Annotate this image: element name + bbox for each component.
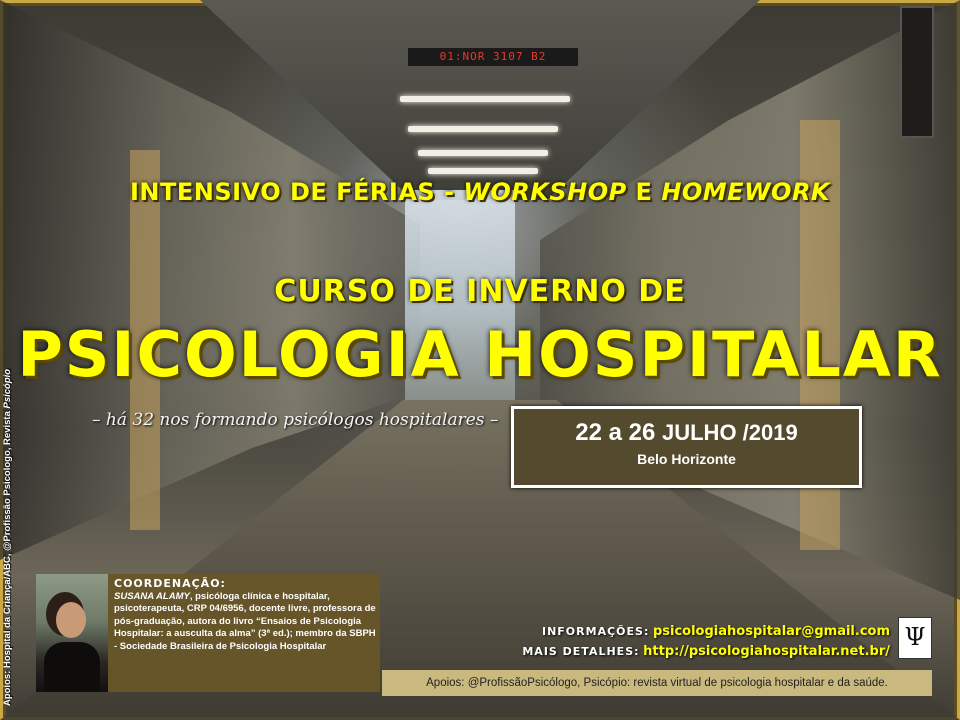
ceiling-light — [400, 96, 570, 102]
main-title: PSICOLOGIA HOSPITALAR — [17, 318, 943, 391]
subtitle-part-1: INTENSIVO DE FÉRIAS - — [129, 178, 464, 206]
event-date — [514, 419, 859, 447]
wall-picture-frame — [900, 6, 934, 138]
side-credit-italic: Psicópio — [2, 368, 13, 409]
info-email-link[interactable]: psicologiahospitalar@gmail.com — [652, 624, 890, 639]
coordination-text — [114, 578, 376, 654]
ceiling-light — [428, 168, 538, 174]
event-city: Belo Horizonte — [637, 451, 736, 467]
subtitle-homework: HOMEWORK — [661, 178, 831, 206]
event-month: JULHO /2019 — [662, 420, 798, 445]
psi-logo-icon: Ψ — [898, 617, 932, 659]
info-label: INFORMAÇÕES: — [541, 625, 650, 638]
tagline: – há 32 nos formando psicólogos hospitalares – — [92, 410, 499, 430]
ceiling-light — [418, 150, 548, 156]
course-line: CURSO DE INVERNO DE — [274, 274, 686, 309]
event-days: 22 a 26 — [575, 419, 656, 446]
side-credit-main: Apoios: Hospital da Criança/ABC, @Profissão Psicologo, Revista — [2, 408, 13, 706]
coordinator-photo — [36, 574, 108, 692]
details-label: MAIS DETALHES: — [522, 645, 640, 658]
coordinator-bio: , psicóloga clínica e hospitalar, psicoterapeuta, CRP 04/6956, docente livre, professora de pós-graduação, autora do livro “Ensaios de Psicologia Hospitalar: a ausculta da alma” (3ª ed.); membro da SBPH - Sociedade Brasileira de Psicologia Hospitalar — [114, 590, 376, 652]
subtitle-workshop: WORKSHOP — [463, 178, 627, 206]
supporters-bar: Apoios: @ProfissãoPsicólogo, Psicópio: revista virtual de psicologia hospitalar e da saúde. — [382, 670, 932, 696]
coordinator-name: SUSANA ALAMY — [114, 590, 190, 602]
side-credit — [2, 369, 13, 706]
contact-info — [520, 621, 890, 661]
coordination-panel — [36, 574, 380, 692]
coordinator-photo-body — [44, 642, 100, 692]
coordinator-photo-head — [56, 602, 86, 638]
subtitle-part-3: E — [626, 178, 662, 206]
info-url-link[interactable]: http://psicologiahospitalar.net.br/ — [643, 644, 890, 659]
info-url-row — [520, 641, 890, 661]
ceiling-light — [408, 126, 558, 132]
subtitle — [0, 178, 960, 206]
info-email-row — [520, 621, 890, 641]
corridor-led-sign: 01:NOR 3107 B2 — [408, 48, 578, 66]
date-box — [511, 406, 862, 488]
coordination-label: COORDENAÇÃO: — [114, 577, 226, 590]
